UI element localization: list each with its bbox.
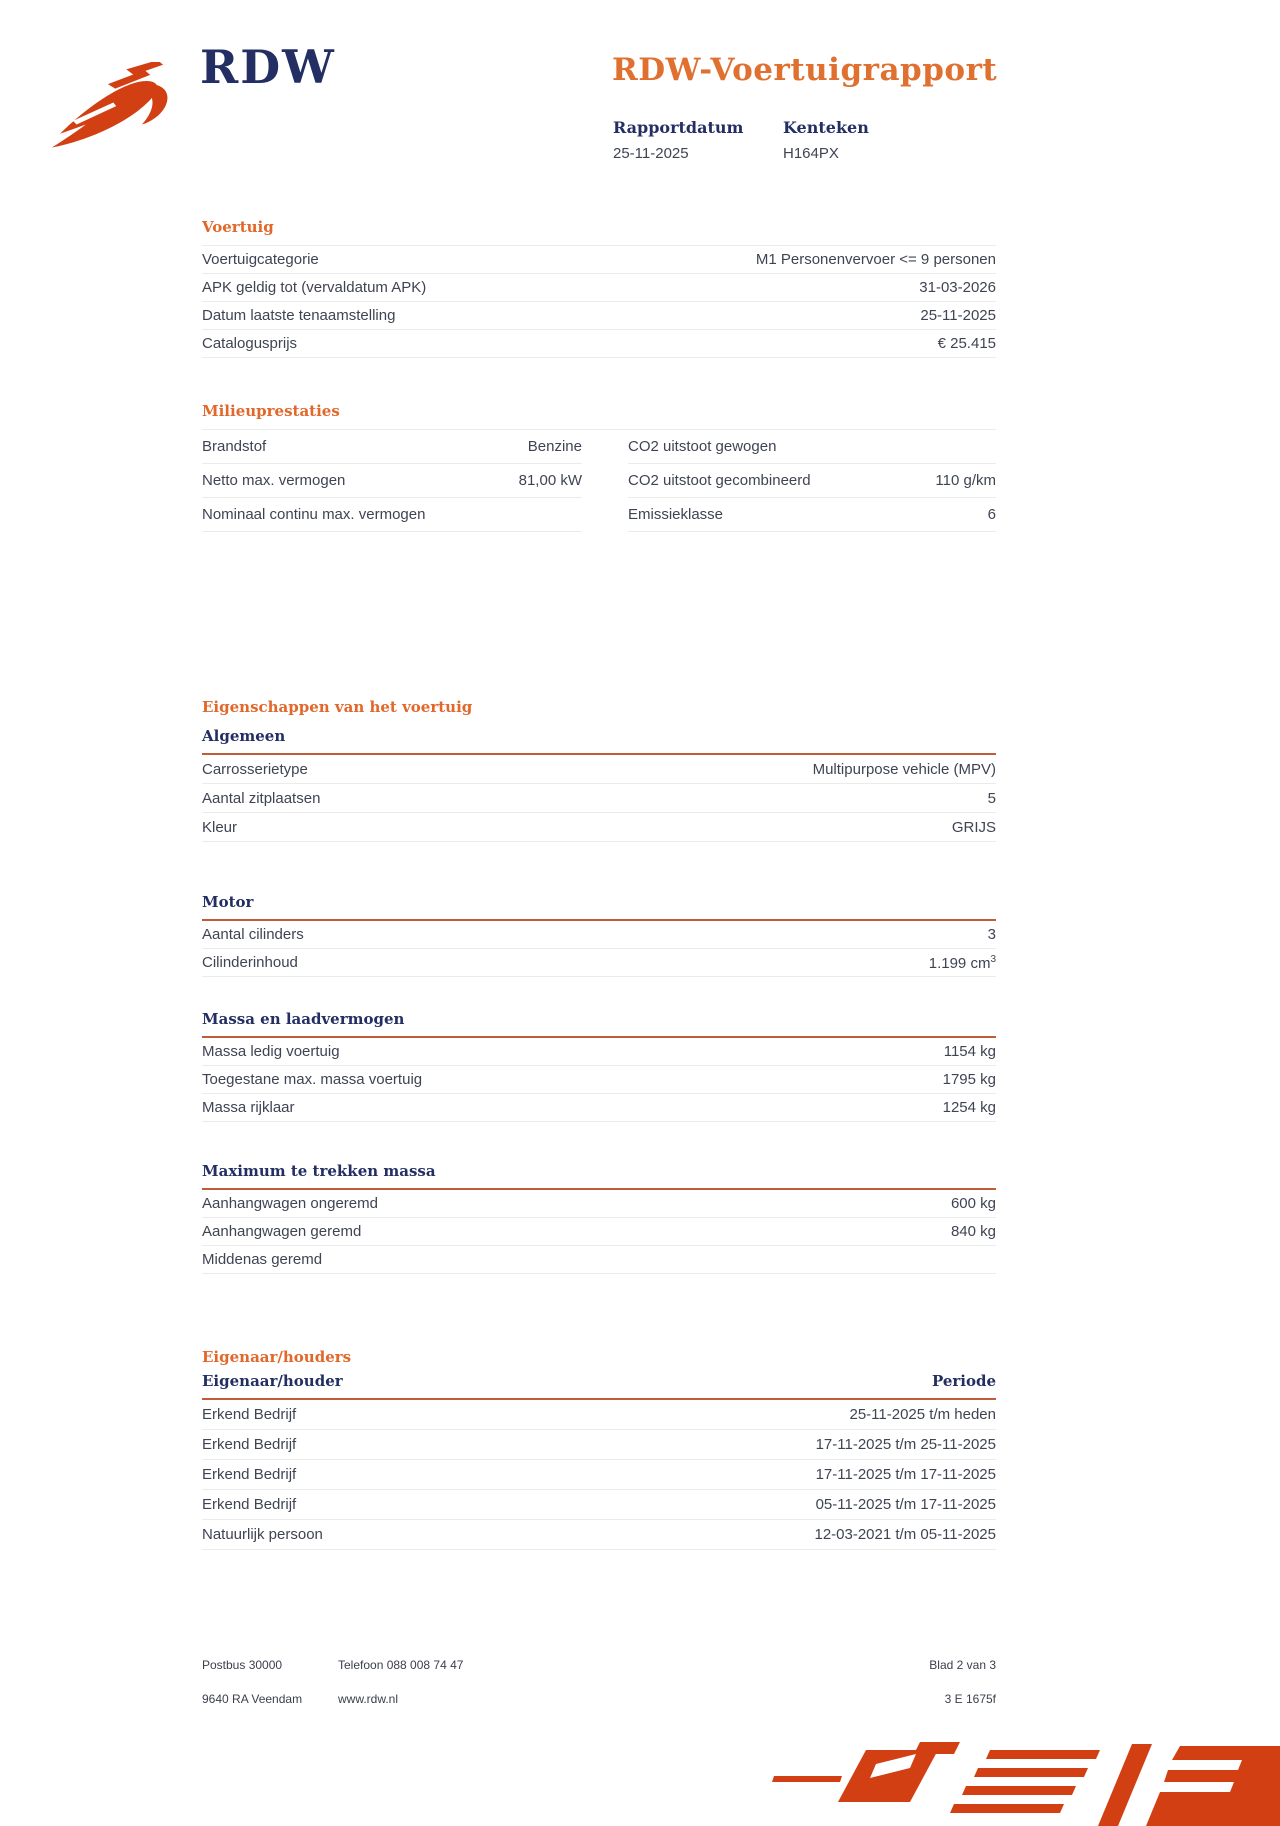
right-column — [628, 430, 996, 532]
table-row — [202, 302, 996, 330]
rdw-logo-swoosh-icon — [48, 62, 188, 154]
row-value: € 25.415 — [937, 335, 996, 352]
row-label: Erkend Bedrijf — [202, 1466, 297, 1483]
row-label: Brandstof — [202, 438, 267, 455]
table-row — [202, 246, 996, 274]
subsection-motor — [202, 893, 996, 977]
column-header-period: Periode — [931, 1372, 996, 1390]
license-plate-label: Kenteken — [783, 118, 869, 137]
footer-address — [202, 1658, 302, 1706]
subsection-title: Motor — [202, 893, 996, 921]
subsection-title: Maximum te trekken massa — [202, 1162, 996, 1190]
row-value: 12-03-2021 t/m 05-11-2025 — [814, 1526, 996, 1543]
row-value: 17-11-2025 t/m 17-11-2025 — [815, 1466, 996, 1483]
row-label: APK geldig tot (vervaldatum APK) — [202, 279, 427, 296]
row-label: Netto max. vermogen — [202, 472, 346, 489]
subsection-title: Massa en laadvermogen — [202, 1010, 996, 1038]
table-row — [202, 498, 582, 532]
table-row — [202, 921, 996, 949]
report-date-label: Rapportdatum — [613, 118, 744, 137]
row-label: Natuurlijk persoon — [202, 1526, 323, 1543]
footer-contact — [338, 1658, 463, 1706]
table-row — [202, 784, 996, 813]
row-label: Aanhangwagen ongeremd — [202, 1195, 378, 1212]
footer-page-number: Blad 2 van 3 — [929, 1658, 996, 1672]
report-date-block — [613, 118, 743, 162]
row-label: CO2 uitstoot gecombineerd — [628, 472, 811, 489]
section-eigenaar — [202, 1348, 996, 1550]
table-row — [628, 464, 996, 498]
table-row — [202, 1490, 996, 1520]
row-label: Aantal zitplaatsen — [202, 789, 321, 807]
row-label: Middenas geremd — [202, 1251, 323, 1268]
row-label: Carrosserietype — [202, 760, 308, 778]
table-row — [202, 1038, 996, 1066]
row-value: 05-11-2025 t/m 17-11-2025 — [815, 1496, 996, 1513]
row-value: 1154 kg — [943, 1043, 996, 1060]
row-value: 25-11-2025 t/m heden — [849, 1406, 996, 1423]
row-value: 17-11-2025 t/m 25-11-2025 — [815, 1436, 996, 1453]
table-row — [202, 1460, 996, 1490]
section-eigenschappen-title — [202, 698, 996, 716]
table-row — [202, 755, 996, 784]
row-value: 31-03-2026 — [919, 279, 996, 296]
table-row — [202, 1190, 996, 1218]
table-row — [202, 1246, 996, 1274]
row-label: Voertuigcategorie — [202, 251, 319, 268]
row-value: 5 — [987, 789, 996, 807]
footer-website: www.rdw.nl — [338, 1692, 399, 1706]
footer-page-info — [929, 1658, 996, 1706]
owner-table-header — [202, 1372, 996, 1400]
table-row — [202, 1520, 996, 1550]
row-label: Aanhangwagen geremd — [202, 1223, 362, 1240]
subsection-algemeen — [202, 727, 996, 842]
table-row — [202, 1430, 996, 1460]
two-column-table — [202, 430, 996, 532]
subsection-massa — [202, 1010, 996, 1122]
table-row — [628, 498, 996, 532]
row-label: Toegestane max. massa voertuig — [202, 1071, 423, 1088]
table-row — [202, 1094, 996, 1122]
table-row — [628, 430, 996, 464]
row-value: Multipurpose vehicle (MPV) — [812, 760, 996, 778]
left-column — [202, 430, 582, 532]
column-header-owner: Eigenaar/houder — [202, 1372, 343, 1390]
table-row — [202, 949, 996, 977]
row-label: CO2 uitstoot gewogen — [628, 438, 777, 455]
row-value: 600 kg — [950, 1195, 996, 1212]
row-value: 6 — [987, 506, 996, 523]
row-value: GRIJS — [951, 818, 996, 836]
speed-stripes-graphic — [670, 1740, 1280, 1826]
table-row — [202, 1400, 996, 1430]
row-label: Nominaal continu max. vermogen — [202, 506, 426, 523]
subsection-trekken-massa — [202, 1162, 996, 1274]
license-plate-value: H164PX — [783, 145, 839, 162]
row-label: Massa rijklaar — [202, 1099, 295, 1116]
row-label: Kleur — [202, 818, 238, 836]
row-value: 81,00 kW — [518, 472, 582, 489]
table-row — [202, 813, 996, 842]
row-value: Benzine — [527, 438, 582, 455]
subsection-title: Algemeen — [202, 727, 996, 755]
footer-postbus: Postbus 30000 — [202, 1658, 283, 1672]
section-milieuprestaties — [202, 402, 996, 532]
footer-form-code: 3 E 1675f — [944, 1692, 996, 1706]
table-row — [202, 430, 582, 464]
row-value: M1 Personenvervoer <= 9 personen — [755, 251, 996, 268]
row-value: 25-11-2025 — [920, 307, 996, 324]
table-row — [202, 330, 996, 358]
row-value: 110 g/km — [935, 472, 996, 489]
table-row — [202, 464, 582, 498]
value-superscript: 3 — [990, 953, 996, 965]
row-value: 1254 kg — [942, 1099, 996, 1116]
license-plate-block — [783, 118, 869, 162]
row-label: Catalogusprijs — [202, 335, 298, 352]
value-text: 1.199 cm — [928, 954, 991, 972]
table-row — [202, 274, 996, 302]
row-label: Aantal cilinders — [202, 926, 304, 943]
row-value — [929, 954, 996, 972]
row-label: Erkend Bedrijf — [202, 1496, 297, 1513]
rdw-logo-text: RDW — [200, 40, 336, 94]
section-title: Voertuig — [202, 218, 996, 246]
row-label: Cilinderinhoud — [202, 954, 298, 971]
row-value: 3 — [987, 926, 996, 943]
row-value: 1795 kg — [942, 1071, 996, 1088]
footer-city: 9640 RA Veendam — [202, 1692, 303, 1706]
section-title: Milieuprestaties — [202, 402, 996, 430]
footer-phone: Telefoon 088 008 74 47 — [338, 1658, 464, 1672]
section-voertuig — [202, 218, 996, 358]
table-row — [202, 1066, 996, 1094]
row-value: 840 kg — [950, 1223, 996, 1240]
row-label: Erkend Bedrijf — [202, 1406, 297, 1423]
row-label: Emissieklasse — [628, 506, 724, 523]
section-title: Eigenschappen van het voertuig — [202, 698, 473, 716]
section-title: Eigenaar/houders — [202, 1348, 352, 1366]
row-label: Datum laatste tenaamstelling — [202, 307, 396, 324]
row-label: Massa ledig voertuig — [202, 1043, 340, 1060]
row-label: Erkend Bedrijf — [202, 1436, 297, 1453]
table-row — [202, 1218, 996, 1246]
report-date-value: 25-11-2025 — [613, 145, 689, 162]
page-title: RDW-Voertuigrapport — [612, 52, 998, 88]
